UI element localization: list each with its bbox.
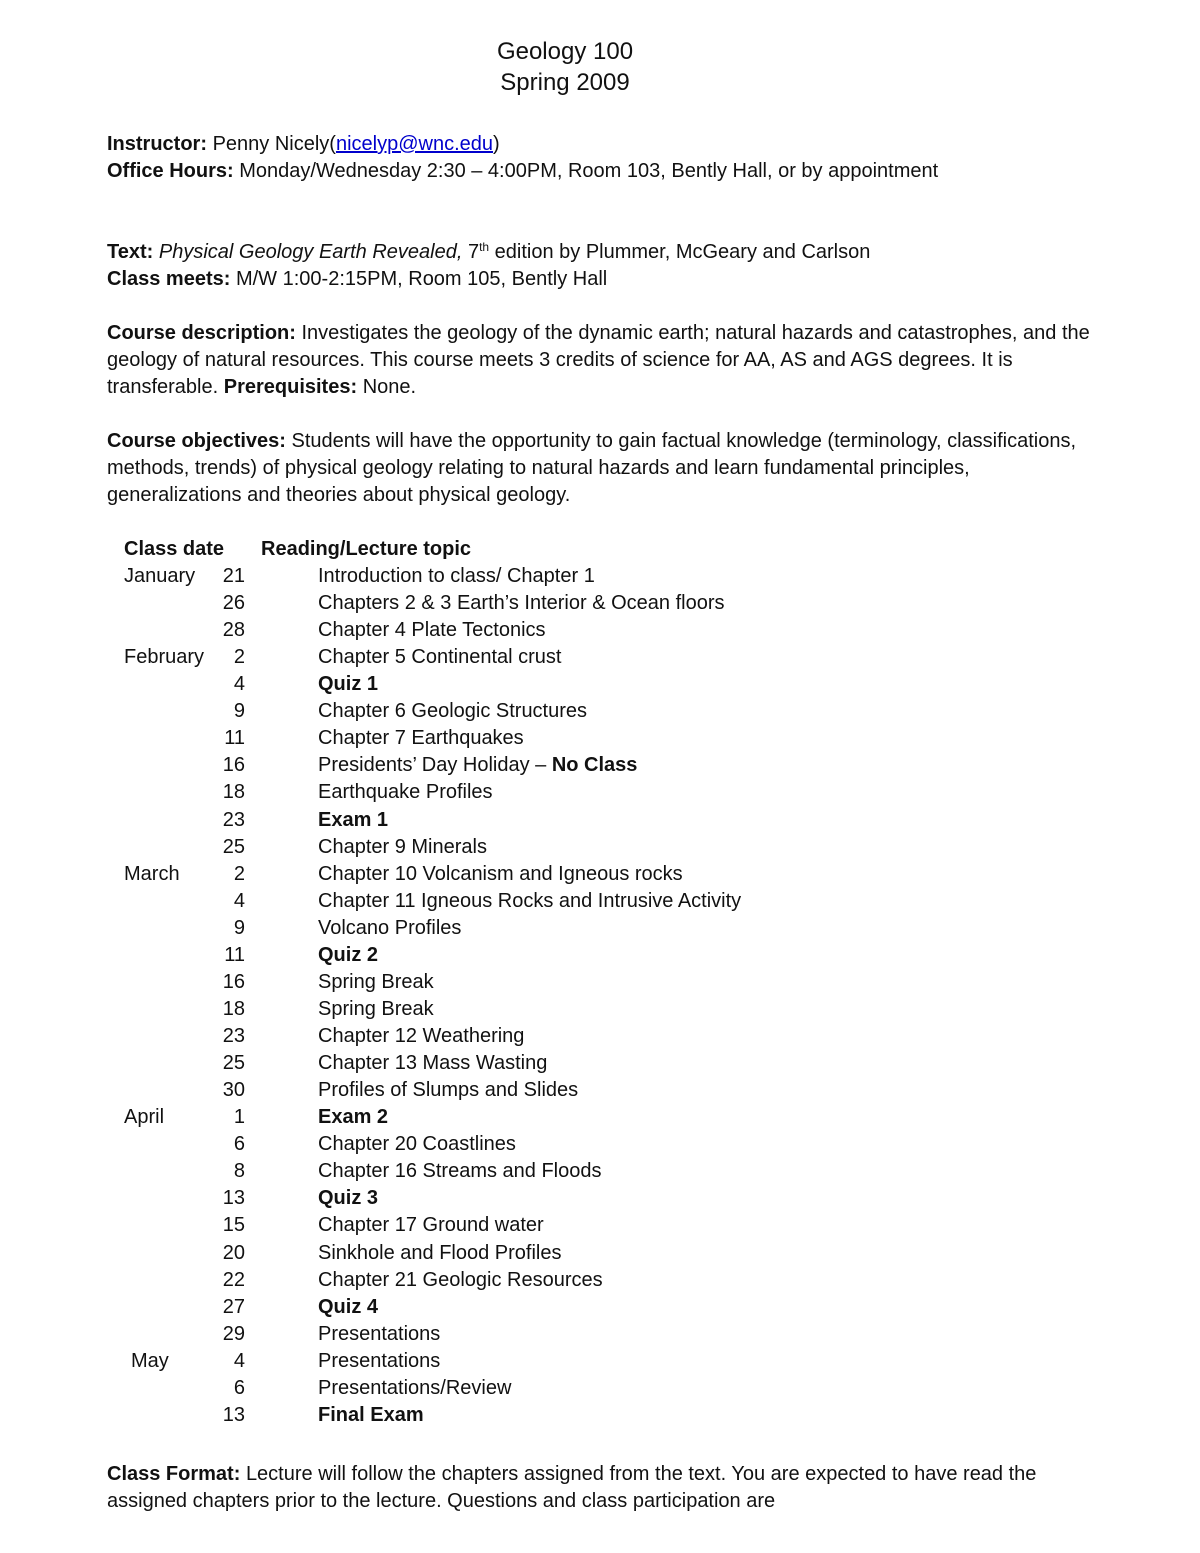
schedule-row <box>0 1348 1200 1375</box>
textbook-label: Text: <box>107 241 154 263</box>
schedule-topic <box>318 1104 388 1131</box>
schedule-topic <box>318 834 487 861</box>
schedule-topic-text: Quiz 3 <box>318 1187 379 1209</box>
schedule-day: 6 <box>233 1133 245 1155</box>
instructor-line <box>107 131 1097 158</box>
schedule-row <box>0 807 1200 834</box>
schedule-day: 25 <box>222 1052 245 1074</box>
schedule-topic-text: Chapter 13 Mass Wasting <box>318 1052 548 1074</box>
class-meets-text: M/W 1:00-2:15PM, Room 105, Bently Hall <box>235 268 608 290</box>
prerequisites-value: None. <box>362 376 417 398</box>
schedule-day: 27 <box>222 1296 245 1318</box>
schedule-row <box>0 725 1200 752</box>
course-objectives-label: Course objectives: <box>107 430 286 452</box>
schedule-topic <box>318 1212 544 1239</box>
schedule-topic <box>318 1294 378 1321</box>
schedule-row <box>0 1131 1200 1158</box>
course-title: Geology 100 <box>496 38 634 65</box>
schedule-row <box>0 563 1200 590</box>
schedule-topic <box>318 1267 603 1294</box>
office-hours-text: Monday/Wednesday 2:30 – 4:00PM, Room 103, Bently Hall, or by appointment <box>239 160 939 182</box>
schedule-topic-text: Presentations/Review <box>318 1377 512 1399</box>
schedule-topic-text: Chapters 2 & 3 Earth’s Interior & Ocean floors <box>318 592 725 614</box>
schedule-day: 21 <box>222 565 245 587</box>
schedule-row <box>0 1375 1200 1402</box>
schedule-topic-text: Exam 2 <box>318 1106 389 1128</box>
schedule-topic-text: Quiz 1 <box>318 673 379 695</box>
schedule-topic-text: Quiz 4 <box>318 1296 379 1318</box>
schedule-topic <box>318 1158 602 1185</box>
schedule-row <box>0 671 1200 698</box>
schedule-row <box>0 834 1200 861</box>
schedule-row <box>0 1185 1200 1212</box>
schedule-day: 25 <box>222 836 245 858</box>
schedule-topic <box>318 1185 378 1212</box>
instructor-email-link[interactable]: nicelyp@wnc.edu <box>335 133 494 155</box>
schedule-topic <box>318 1131 516 1158</box>
instructor-name: Penny Nicely <box>212 133 330 155</box>
schedule-day: 15 <box>222 1214 245 1236</box>
textbook-edition: 7 <box>467 241 480 263</box>
schedule-topic <box>318 1077 578 1104</box>
schedule-topic <box>318 996 434 1023</box>
class-format-label: Class Format: <box>107 1463 241 1485</box>
schedule-topic-text: Chapter 5 Continental crust <box>318 646 562 668</box>
schedule-header-date: Class date <box>124 538 225 560</box>
schedule-topic-text: Chapter 11 Igneous Rocks and Intrusive Activity <box>318 890 742 912</box>
schedule-topic-bold: No Class <box>551 754 638 776</box>
office-hours <box>107 158 1097 185</box>
schedule-day: 1 <box>233 1106 245 1128</box>
schedule-topic-text: Chapter 10 Volcanism and Igneous rocks <box>318 863 683 885</box>
schedule-day: 18 <box>222 998 245 1020</box>
course-objectives <box>107 428 1097 509</box>
schedule-topic-text: Chapter 20 Coastlines <box>318 1133 516 1155</box>
schedule-topic-text: Presentations <box>318 1350 441 1372</box>
schedule-topic-text: Exam 1 <box>318 809 389 831</box>
schedule-day: 4 <box>233 673 245 695</box>
schedule-topic <box>318 590 725 617</box>
schedule-topic-text: Final Exam <box>318 1404 424 1426</box>
schedule-topic <box>318 861 683 888</box>
schedule-topic-text: Chapter 7 Earthquakes <box>318 727 524 749</box>
course-objectives-text: Students will have the opportunity to gain factual knowledge (terminology, classifications, methods, trends) of physical geology relating to natural hazards and learn fundamental principles, generalizations and theories about physical geology. <box>107 430 1077 506</box>
schedule-day: 4 <box>233 890 245 912</box>
instructor-label: Instructor: <box>107 133 207 155</box>
schedule-row <box>0 915 1200 942</box>
schedule-day: 11 <box>224 944 245 966</box>
schedule-topic <box>318 752 637 779</box>
schedule-topic <box>318 563 595 590</box>
schedule-topic-text: Quiz 2 <box>318 944 379 966</box>
prerequisites-label: Prerequisites: <box>223 376 358 398</box>
schedule-month: February <box>124 646 205 668</box>
schedule-row <box>0 1402 1200 1429</box>
schedule-topic <box>318 1375 511 1402</box>
schedule-topic <box>318 1023 524 1050</box>
schedule-row <box>0 779 1200 806</box>
class-format-text: Lecture will follow the chapters assigned from the text. You are expected to have read the assigned chapters prior to the lecture. Questions and class participation are <box>107 1463 1037 1512</box>
class-format <box>107 1461 1097 1515</box>
schedule-day: 8 <box>233 1160 245 1182</box>
schedule-topic <box>318 617 546 644</box>
schedule-topic-text: Earthquake Profiles <box>318 781 493 803</box>
course-term: Spring 2009 <box>500 69 630 96</box>
textbook-edition-suffix: th <box>479 240 490 254</box>
schedule-row <box>0 1104 1200 1131</box>
schedule-day: 4 <box>233 1350 245 1372</box>
schedule-row <box>0 1212 1200 1239</box>
schedule-row <box>0 617 1200 644</box>
schedule-topic <box>318 888 741 915</box>
schedule-day: 16 <box>222 754 245 776</box>
schedule-topic <box>318 915 461 942</box>
schedule-day: 16 <box>222 971 245 993</box>
schedule-topic <box>318 1402 424 1429</box>
schedule-row <box>0 996 1200 1023</box>
course-description-text: Investigates the geology of the dynamic earth; natural hazards and catastrophes, and the geology of natural resources. This course meets 3 credits of science for AA, AS and AGS degrees. It is transferable. <box>107 322 1090 398</box>
schedule-row <box>0 1240 1200 1267</box>
schedule-row <box>0 861 1200 888</box>
schedule-row <box>0 1023 1200 1050</box>
schedule-day: 23 <box>222 809 245 831</box>
schedule-topic <box>318 779 493 806</box>
schedule-day: 29 <box>222 1323 245 1345</box>
schedule-topic-text: Presidents’ Day Holiday – <box>318 754 547 776</box>
schedule-topic-text: Chapter 17 Ground water <box>318 1214 544 1236</box>
schedule-topic-text: Chapter 12 Weathering <box>318 1025 525 1047</box>
textbook-line <box>107 239 1097 266</box>
textbook-authors: edition by Plummer, McGeary and Carlson <box>494 241 871 263</box>
schedule-day: 28 <box>222 619 245 641</box>
schedule-day: 2 <box>233 646 245 668</box>
schedule-topic <box>318 1348 440 1375</box>
schedule-topic <box>318 725 524 752</box>
schedule-day: 13 <box>222 1187 245 1209</box>
schedule-month: May <box>131 1350 169 1372</box>
schedule-row <box>0 888 1200 915</box>
schedule-header-topic: Reading/Lecture topic <box>261 538 472 560</box>
schedule-row <box>0 752 1200 779</box>
schedule-topic-text: Volcano Profiles <box>318 917 462 939</box>
class-meets-line <box>107 266 1097 293</box>
class-meets-label: Class meets: <box>107 268 231 290</box>
schedule-topic <box>318 671 378 698</box>
textbook-title: Physical Geology Earth Revealed, <box>158 241 463 263</box>
schedule-topic-text: Chapter 4 Plate Tectonics <box>318 619 546 641</box>
schedule-topic-text: Chapter 6 Geologic Structures <box>318 700 588 722</box>
schedule-row <box>0 942 1200 969</box>
schedule-day: 6 <box>233 1377 245 1399</box>
schedule-topic <box>318 698 587 725</box>
schedule-day: 9 <box>233 917 245 939</box>
schedule-topic-text: Introduction to class/ Chapter 1 <box>318 565 595 587</box>
schedule-topic <box>318 644 561 671</box>
schedule-day: 22 <box>222 1269 245 1291</box>
schedule-topic-text: Spring Break <box>318 971 434 993</box>
paren-close: ) <box>493 133 500 155</box>
schedule-topic-text: Profiles of Slumps and Slides <box>318 1079 579 1101</box>
office-hours-label: Office Hours: <box>107 160 234 182</box>
schedule-row <box>0 1267 1200 1294</box>
course-description-label: Course description: <box>107 322 296 344</box>
schedule-topic-text: Chapter 9 Minerals <box>318 836 487 858</box>
schedule-topic <box>318 942 378 969</box>
schedule-row <box>0 1294 1200 1321</box>
schedule-month: January <box>124 565 196 587</box>
schedule-row <box>0 969 1200 996</box>
schedule-topic-text: Spring Break <box>318 998 434 1020</box>
schedule-topic-text: Chapter 16 Streams and Floods <box>318 1160 602 1182</box>
schedule-topic <box>318 1321 440 1348</box>
schedule-row <box>0 1158 1200 1185</box>
schedule-topic <box>318 807 388 834</box>
schedule-day: 9 <box>233 700 245 722</box>
schedule-topic-text: Presentations <box>318 1323 441 1345</box>
schedule-day: 20 <box>222 1242 245 1264</box>
schedule-topic-text: Chapter 21 Geologic Resources <box>318 1269 603 1291</box>
schedule-month: March <box>124 863 180 885</box>
schedule-row <box>0 698 1200 725</box>
schedule-month: April <box>124 1106 165 1128</box>
schedule-topic <box>318 969 434 996</box>
schedule-day: 11 <box>224 727 245 749</box>
schedule-day: 13 <box>222 1404 245 1426</box>
schedule-topic-text: Sinkhole and Flood Profiles <box>318 1242 562 1264</box>
schedule-day: 2 <box>233 863 245 885</box>
schedule-row <box>0 590 1200 617</box>
schedule-row <box>0 1050 1200 1077</box>
schedule-row <box>0 644 1200 671</box>
schedule-row <box>0 1321 1200 1348</box>
schedule-day: 18 <box>222 781 245 803</box>
schedule-day: 23 <box>222 1025 245 1047</box>
course-description <box>107 320 1097 401</box>
schedule-topic <box>318 1050 547 1077</box>
schedule-row <box>0 1077 1200 1104</box>
schedule-topic <box>318 1240 561 1267</box>
schedule-day: 26 <box>222 592 245 614</box>
paren-open: ( <box>329 133 336 155</box>
schedule-day: 30 <box>222 1079 245 1101</box>
